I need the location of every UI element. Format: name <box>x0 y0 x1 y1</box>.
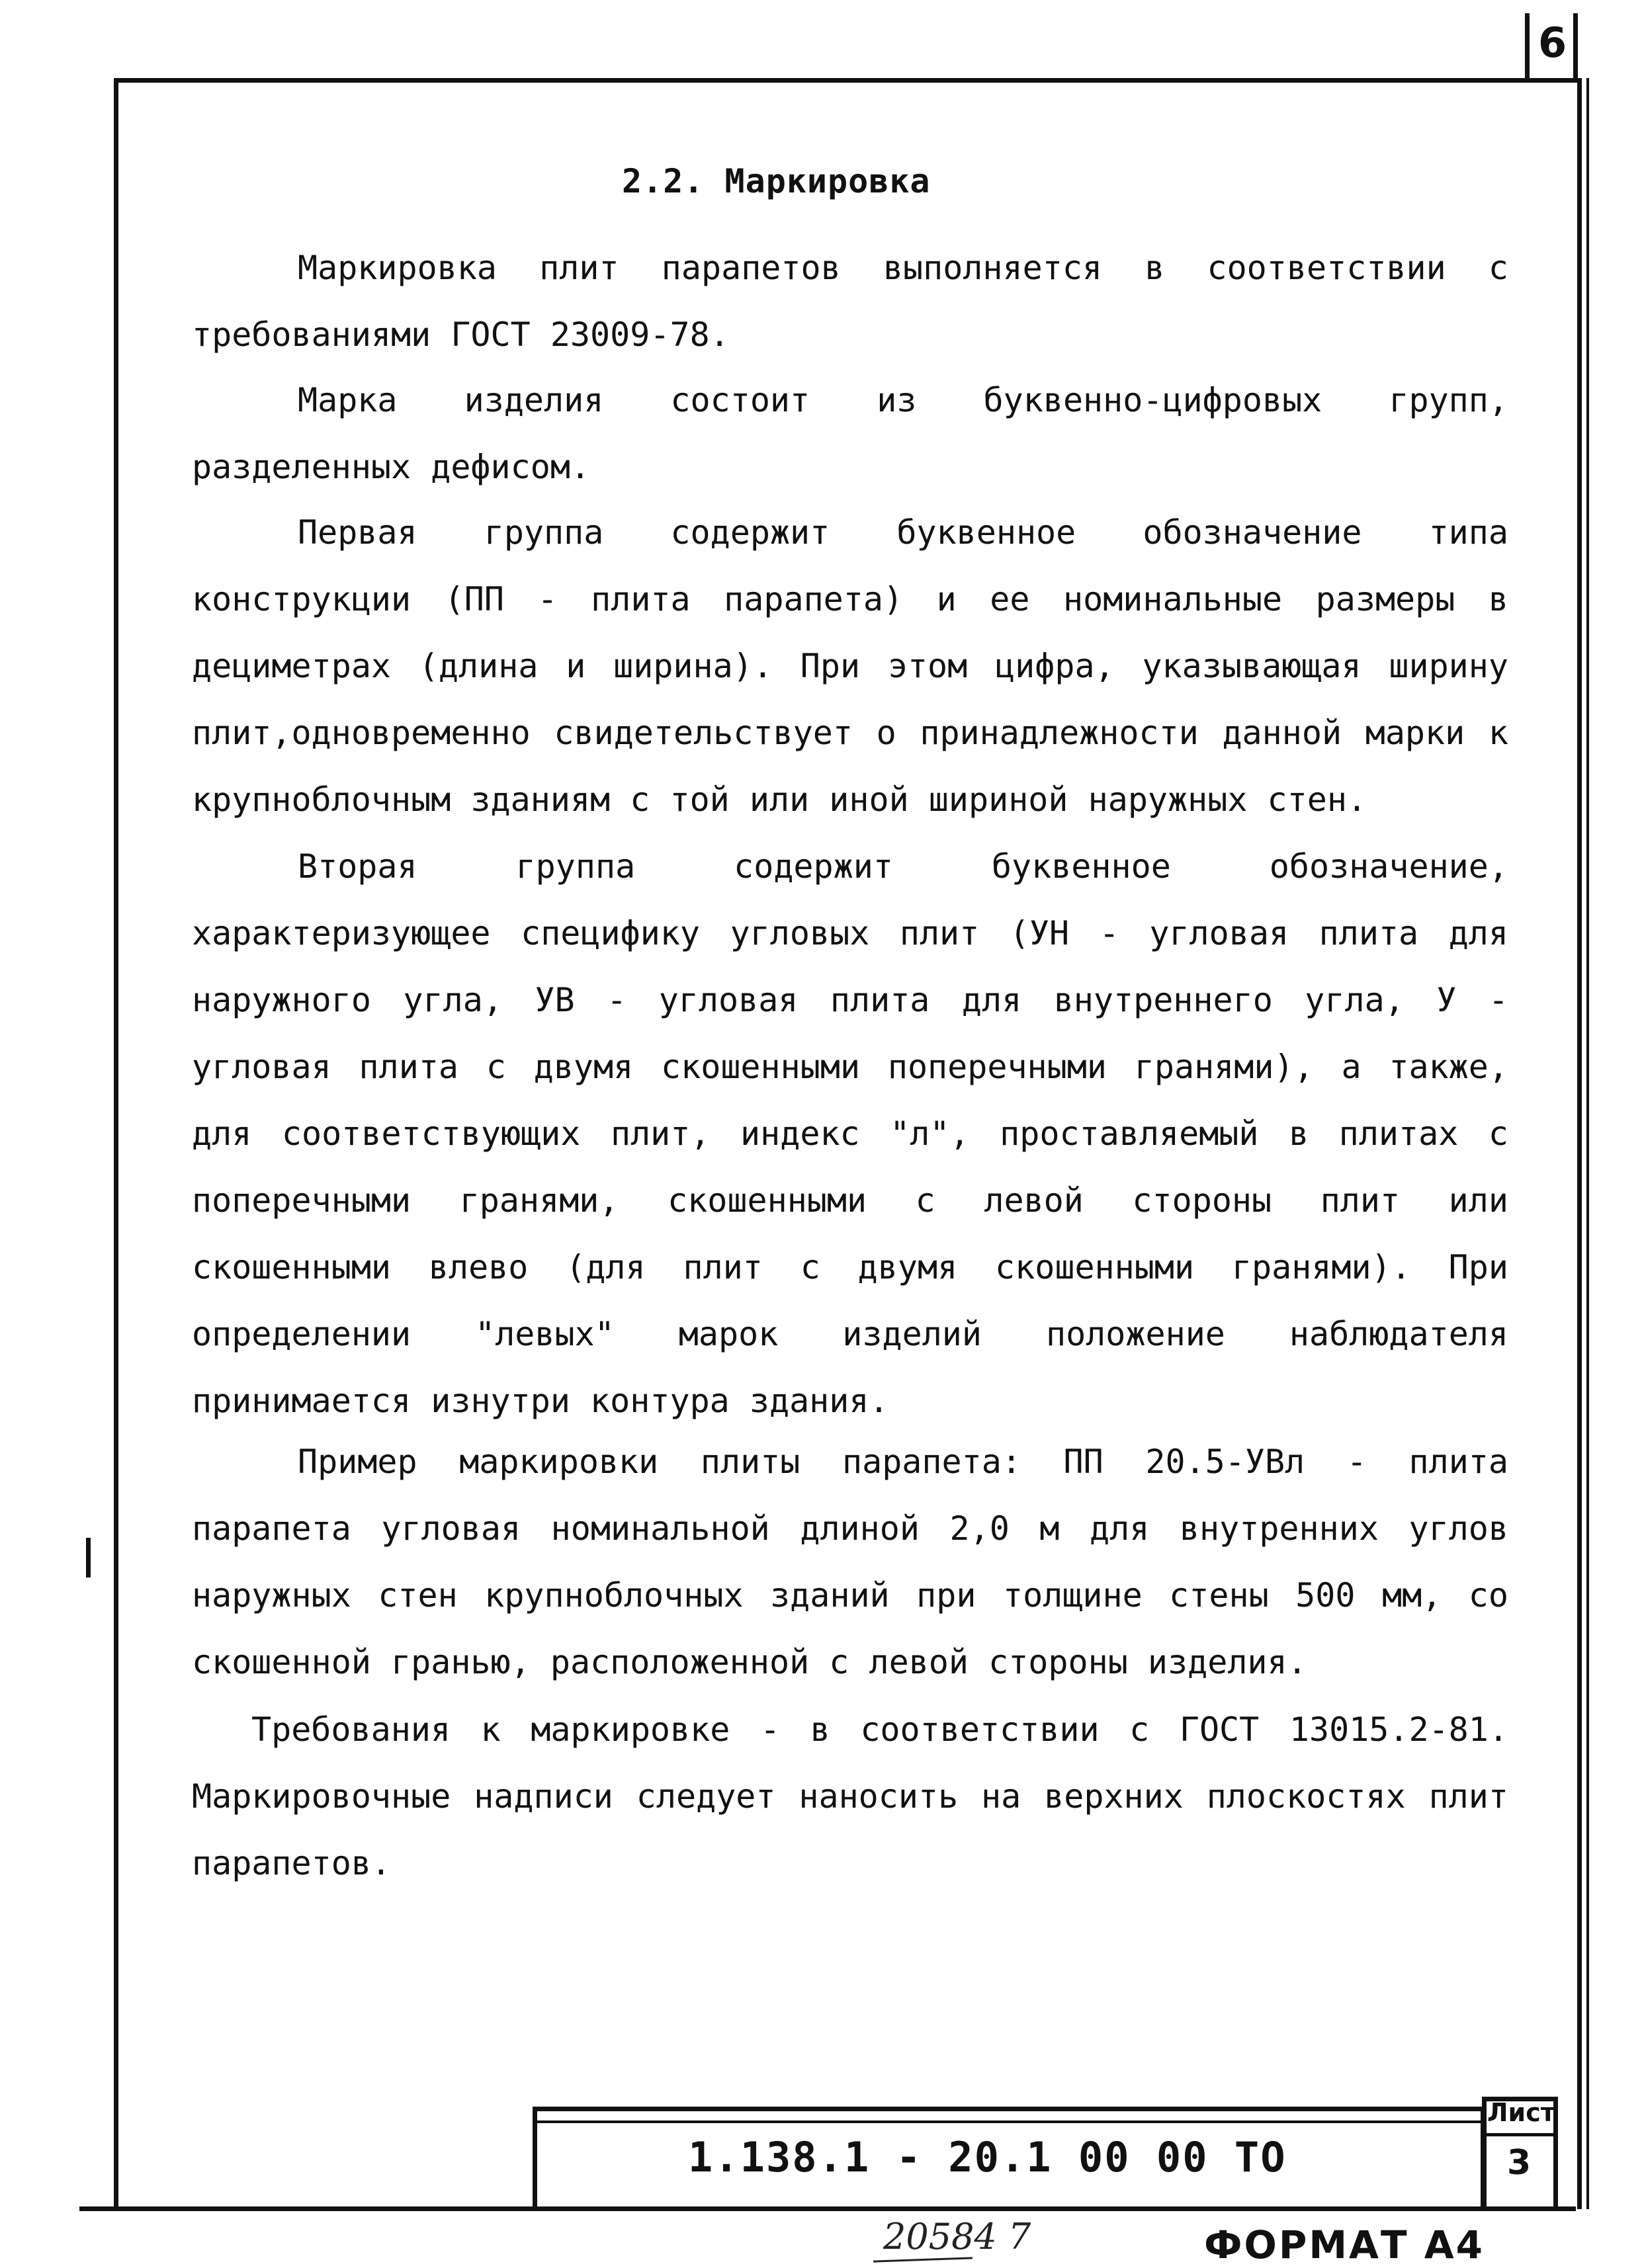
paragraph: Вторая группа содержит буквенное обозначение, характеризующее специфику угловых плит (УН - угловая плита для наружного угла, УВ - угловая плита для внутреннего угла, У - угловая плита с двумя скошенными поперечными гранями), а также, для соответствующих плит, индекс "л", проставляемый в плитах с поперечными гранями, скошенными с левой стороны плит или скошенными влево (для плит с двумя скошенными гранями). При определении "левых" марок изделий положение наблюдателя принимается изнутри контура здания. <box>192 847 1508 1420</box>
handwritten-inventory-number: 20584 7 <box>883 2216 1031 2257</box>
handwritten-underline <box>873 2257 973 2262</box>
sheet-cell-divider <box>1487 2133 1553 2136</box>
title-block-line <box>537 2121 1481 2123</box>
sheet-label: Лист <box>1487 2098 1555 2127</box>
section-heading: 2.2. Маркировка <box>622 162 931 200</box>
bottom-border <box>79 2206 1576 2211</box>
page-number: 6 <box>1538 19 1567 67</box>
paragraph: Первая группа содержит буквенное обозначение типа конструкции (ПП - плита парапета) и ее номинальные размеры в дециметрах (длина и ширина). При этом цифра, указывающая ширину плит,одновременно свидетельствует о принадлежности данной марки к крупноблочным зданиям с той или иной шириной наружных стен. <box>192 513 1508 819</box>
paragraph: Марка изделия состоит из буквенно-цифровых групп, разделенных дефисом. <box>192 381 1508 486</box>
margin-tick <box>86 1538 96 1577</box>
sheet-right-border-inner <box>1586 78 1589 2209</box>
document-code: 1.138.1 - 20.1 00 00 ТО <box>688 2133 1287 2181</box>
paragraph: Пример маркировки плиты парапета: ПП 20.5-УВл - плита парапета угловая номинальной длиной 2,0 м для внутренних углов наружных стен крупноблочных зданий при толщине стены 500 мм, со скошенной гранью, расположенной с левой стороны изделия. <box>192 1443 1508 1681</box>
sheet-number: 3 <box>1507 2143 1532 2183</box>
sheet-right-border <box>1577 78 1582 2209</box>
format-label: ФОРМАТ А4 <box>1204 2222 1485 2267</box>
paragraph: Маркировка плит парапетов выполняется в соответствии с требованиями ГОСТ 23009-78. <box>192 249 1508 354</box>
paragraph: Требования к маркировке - в соответствии с ГОСТ 13015.2-81. Маркировочные надписи следует наносить на верхних плоскостях плит парапетов. <box>192 1710 1508 1882</box>
